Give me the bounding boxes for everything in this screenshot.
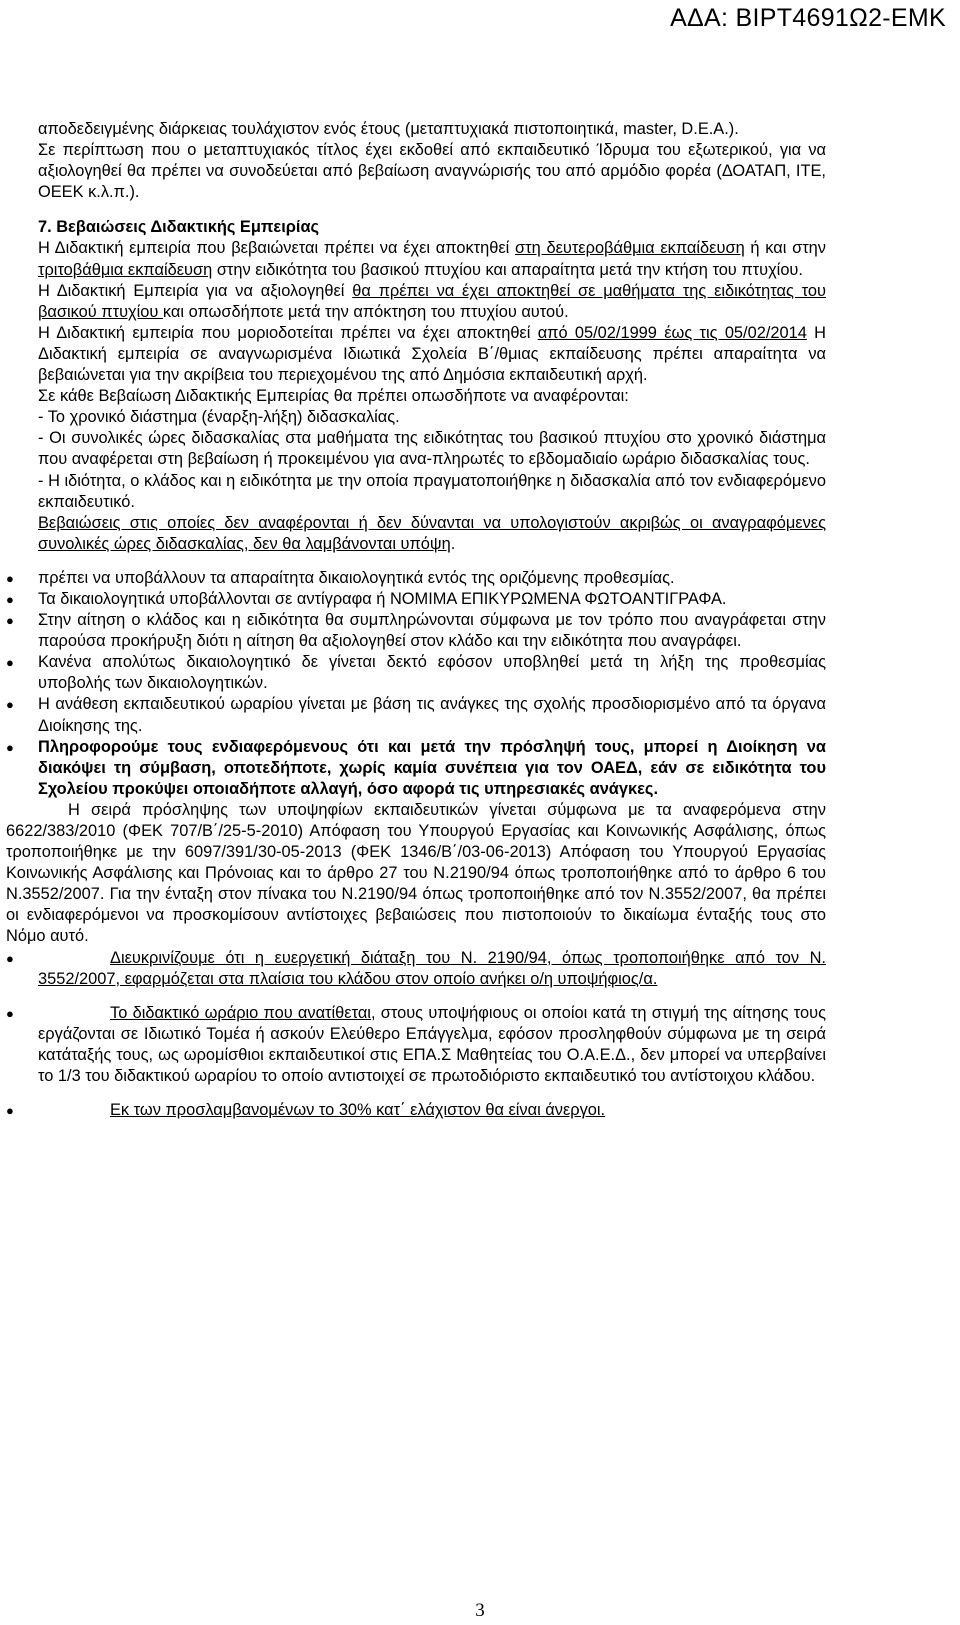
text-run: , στους υποψήφιους οι οποίοι κατά τη στιγμή της αίτησης τους εργάζονται σε Ιδιωτικό Τομέα ή ασκούν Ελεύθερο Επάγγελμα, εφόσον προσληφθούν σύμφωνα με τη σειρά κατάταξής τους, ως ωρομίσθιοι εκπαιδευτικοί στις ΕΠΑ.Σ Μαθητείας του Ο.Α.Ε.Δ., δεν μπορεί να υπερβαίνει το 1/3 του διδακτικού ωραρίου το οποίο αντιστοιχεί σε πρωτοδιόριστο εκπαιδευτικό του αντίστοιχου κλάδου.	[38, 1003, 826, 1086]
underlined-text: τριτοβάθμια εκπαίδευση	[38, 260, 213, 279]
bullet-icon: ●	[6, 570, 14, 586]
list-item	[6, 1003, 826, 1087]
warning-paragraph	[38, 513, 826, 555]
notes-list	[6, 568, 826, 800]
section-7-paragraph-4: Σε κάθε Βεβαίωση Διδακτικής Εμπειρίας θα πρέπει οπωσδήποτε να αναφέρονται:	[38, 387, 629, 406]
list-item	[6, 589, 826, 610]
document-body	[6, 119, 826, 1121]
ada-identifier: ΑΔΑ: ΒΙΡΤ4691Ω2-ΕΜΚ	[670, 4, 946, 32]
list-item-text: Κανένα απολύτως δικαιολογητικό δε γίνεται δεκτό εφόσον υποβληθεί μετά τη λήξη της προθεσμίας υποβολής των δικαιολογητικών.	[38, 653, 826, 693]
text-run: Η Διδακτική εμπειρία σε αναγνωρισμένα Ιδιωτικά Σχολεία Β΄/θμιας εκπαίδευσης πρέπει απαραίτητα να βεβαιώνεται για την ακρίβεια του περιεχομένου της από Δημόσια εκπαιδευτική αρχή.	[38, 323, 826, 385]
bullet-icon: ●	[6, 1005, 14, 1021]
section-7-paragraph-1	[38, 238, 826, 280]
page-number: 3	[475, 1600, 485, 1621]
bullet-icon: ●	[6, 739, 14, 755]
text-run: Η Διδακτική εμπειρία που βεβαιώνεται πρέπει να έχει αποκτηθεί	[38, 239, 516, 258]
intro-paragraph-2: Σε περίπτωση που ο μεταπτυχιακός τίτλος έχει εκδοθεί από εκπαιδευτικό Ίδρυμα του εξωτερικού, για να αξιολογηθεί θα πρέπει να συνοδεύεται από βεβαίωση αναγνώρισής του από αρμόδιο φορέα (ΔΟΑΤΑΠ, ΙΤΕ, ΟΕΕΚ κ.λ.π.).	[38, 141, 826, 202]
underlined-text: Εκ των προσλαμβανομένων το 30% κατ΄ ελάχιστον θα είναι άνεργοι.	[110, 1101, 606, 1120]
list-item-text: Στην αίτηση ο κλάδος και η ειδικότητα θα συμπληρώνονται σύμφωνα με τον τρόπο που αναγράφεται στην παρούσα προκήρυξη διότι η αίτηση θα αξιολογηθεί στον κλάδο και την ειδικότητα που αναγράφει.	[38, 611, 826, 651]
list-item	[6, 568, 826, 589]
bullet-icon: ●	[6, 950, 14, 966]
underlined-text: θα πρέπει να έχει αποκτηθεί σε μαθήματα της ειδικότητας του βασικού πτυχίου	[38, 281, 826, 321]
list-item-text: Τα δικαιολογητικά υποβάλλονται σε αντίγραφα ή ΝΟΜΙΜΑ ΕΠΙΚΥΡΩΜΕΝΑ ΦΩΤΟΑΝΤΙΓΡΑΦΑ.	[38, 589, 727, 608]
list-item	[6, 948, 826, 990]
list-item	[6, 1100, 826, 1121]
text-run: στην ειδικότητα του βασικού πτυχίου και απαραίτητα μετά την κτήση του πτυχίου.	[212, 260, 803, 279]
clarifications-list	[6, 948, 826, 1122]
bullet-icon: ●	[6, 591, 14, 607]
list-item-bold	[6, 737, 826, 800]
list-item-text: πρέπει να υποβάλλουν τα απαραίτητα δικαιολογητικά εντός της οριζόμενης προθεσμίας.	[38, 568, 675, 587]
bullet-icon: ●	[6, 613, 14, 629]
requirement-dash-3: - Η ιδιότητα, ο κλάδος και η ειδικότητα με την οποία πραγματοποιήθηκε η διδασκαλία από τον ενδιαφερόμενο εκπαιδευτικό.	[38, 471, 826, 511]
bullet-icon: ●	[6, 655, 14, 671]
section-7-paragraph-3	[38, 323, 826, 386]
requirement-dash-2: - Οι συνολικές ώρες διδασκαλίας στα μαθήματα της ειδικότητας του βασικού πτυχίου στο χρονικό διάστημα που αναφέρεται στη βεβαίωση ή προκειμένου για ανα-πληρωτές το εβδομαδιαίο ωράριο διδασκαλίας τους.	[38, 429, 826, 469]
bullet-icon: ●	[6, 1103, 14, 1119]
intro-paragraph-1: αποδεδειγμένης διάρκειας τουλάχιστον ενός έτους (μεταπτυχιακά πιστοποιητικά, master, D.E.A.).	[38, 120, 739, 138]
underlined-text: Το διδακτικό ωράριο που ανατίθεται	[110, 1003, 371, 1022]
section-7-title: 7. Βεβαιώσεις Διδακτικής Εμπειρίας	[38, 218, 320, 237]
text-run: Η Διδακτική εμπειρία που μοριοδοτείται πρέπει να έχει αποκτηθεί	[38, 323, 538, 342]
underlined-text: Βεβαιώσεις στις οποίες δεν αναφέρονται ή δεν δύνανται να υπολογιστούν ακριβώς οι αναγραφόμενες συνολικές ώρες διδασκαλίας, δεν θα λαμβάνονται υπόψη	[38, 513, 826, 553]
hiring-order-paragraph: Η σειρά πρόσληψης των υποψηφίων εκπαιδευτικών γίνεται σύμφωνα με τα αναφερόμενα στην 6622/383/2010 (ΦΕΚ 707/Β΄/25-5-2010) Απόφαση του Υπουργού Εργασίας και Κοινωνικής Ασφάλισης, όπως τροποποιήθηκε με την 6097/391/30-05-2013 (ΦΕΚ 1346/Β΄/03-06-2013) Απόφαση του Υπουργού Εργασίας Κοινωνικής Ασφάλισης και Πρόνοιας και το άρθρο 27 του Ν.2190/94 όπως τροποποιήθηκε από το άρθρο 6 του Ν.3552/2007. Για την ένταξη στον πίνακα του Ν.2190/94 όπως τροποποιήθηκε από τον Ν.3552/2007, θα πρέπει οι ενδιαφερόμενοι να προσκομίσουν αντίστοιχες βεβαιώσεις που πιστοποιούν το δικαίωμα ένταξής τους στο Νόμο αυτό.	[6, 800, 826, 946]
underlined-text: από 05/02/1999 έως τις 05/02/2014	[537, 323, 807, 342]
text-run: ή και στην	[744, 239, 826, 258]
list-item-text: Η ανάθεση εκπαιδευτικού ωραρίου γίνεται με βάση τις ανάγκες της σχολής προσδιορισμένο από τα όργανα Διοίκησης της.	[38, 695, 826, 735]
text-run: και οπωσδήποτε μετά την απόκτηση του πτυχίου αυτού.	[162, 302, 569, 321]
list-item-text: Πληροφορούμε τους ενδιαφερόμενους ότι και μετά την πρόσληψή τους, μπορεί η Διοίκηση να διακόψει τη σύμβαση, οποτεδήποτε, χωρίς καμία συνέπεια για τον ΟΑΕΔ, εάν σε ειδικότητα του Σχολείου προκύψει οποιαδήποτε αλλαγή, όσο αφορά τις υπηρεσιακές ανάγκες.	[38, 737, 826, 798]
list-item	[6, 652, 826, 694]
underlined-text: στη δευτεροβάθμια εκπαίδευση	[515, 239, 745, 258]
underlined-text: Διευκρινίζουμε ότι η ευεργετική διάταξη του Ν. 2190/94, όπως τροποποιήθηκε από τον Ν. 3552/2007, εφαρμόζεται στα πλαίσια του κλάδου στον οποίο ανήκει ο/η υποψήφιος/α.	[38, 948, 826, 988]
text-run: Η Διδακτική Εμπειρία για να αξιολογηθεί	[38, 281, 353, 300]
bullet-icon: ●	[6, 697, 14, 713]
list-item	[6, 694, 826, 736]
text-run: .	[450, 534, 456, 553]
section-7-paragraph-2	[38, 281, 826, 323]
requirement-dash-1: - Το χρονικό διάστημα (έναρξη-λήξη) διδασκαλίας.	[38, 408, 400, 427]
list-item	[6, 610, 826, 652]
